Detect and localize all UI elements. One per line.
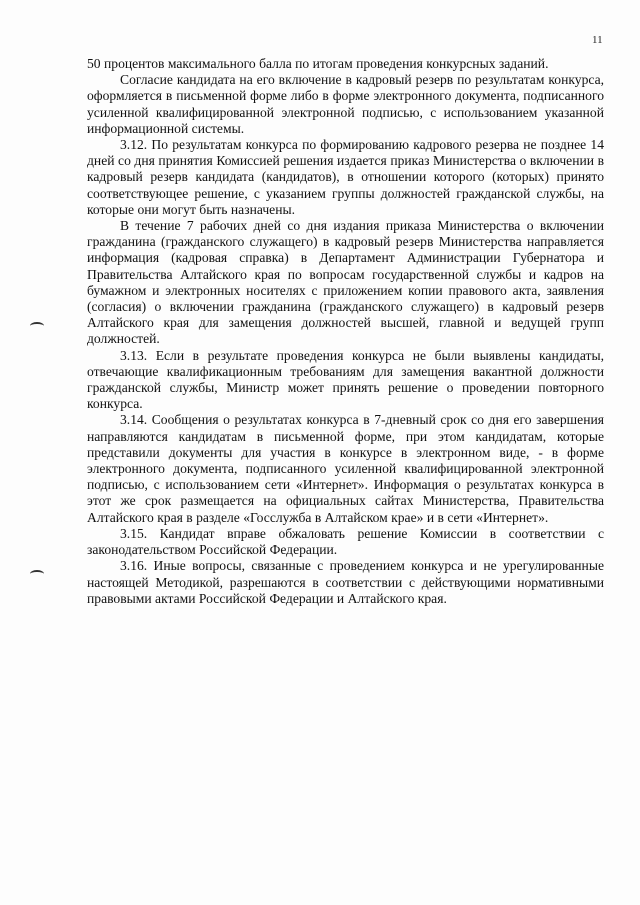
paragraph-notification: В течение 7 рабочих дней со дня издания приказа Министерства о включении гражданина (гражданского служащего) в кадровый резерв Министерства направляется информация (кадровая справка) в Департамент Администрации Губернатора и Правительства Алтайского края по вопросам государственной службы и кадров на бумажном и электронных носителях с приложением копии правового акта, заявления (согласия) о включении гражданина (гражданского служащего) в кадровый резерв Алтайского края для замещения должностей высшей, главной и ведущей групп должностей. — [87, 218, 604, 347]
paragraph-consent: Согласие кандидата на его включение в кадровый резерв по результатам конкурса, оформляется в письменной форме либо в форме электронного документа, подписанного усиленной квалифицированной электронной подписью, с использованием указанной информационной системы. — [87, 72, 604, 136]
hole-punch-mark — [30, 322, 44, 330]
paragraph-3-15: 3.15. Кандидат вправе обжаловать решение Комиссии в соответствии с законодательством Российской Федерации. — [87, 525, 604, 558]
hole-punch-mark — [30, 570, 44, 578]
paragraph-3-14: 3.14. Сообщения о результатах конкурса в 7-дневный срок со дня его завершения направляются кандидатам в письменной форме, при этом кандидатам, которые представили документы для участия в конкурсе в электронном виде, - в форме электронного документа, подписанного усиленной квалифицированной электронной подписью, с использованием сети «Интернет». Информация о результатах конкурса в этот же срок размещается на официальных сайтах Министерства, Правительства Алтайского края в разделе «Госслужба в Алтайском крае» и в сети «Интернет». — [87, 412, 604, 525]
page-number: 11 — [592, 34, 603, 46]
paragraph-continuation: 50 процентов максимального балла по итогам проведения конкурсных заданий. — [87, 56, 549, 71]
document-body — [87, 56, 604, 607]
paragraph-3-16: 3.16. Иные вопросы, связанные с проведением конкурса и не урегулированные настоящей Методикой, разрешаются в соответствии с действующими нормативными правовыми актами Российской Федерации и Алтайского края. — [87, 558, 604, 606]
paragraph-3-12: 3.12. По результатам конкурса по формированию кадрового резерва не позднее 14 дней со дня принятия Комиссией решения издается приказ Министерства о включении в кадровый резерв кандидата (кандидатов), в отношении которого (которых) принято соответствующее решение, с указанием группы должностей гражданской службы, на которые они могут быть назначены. — [87, 137, 604, 217]
paragraph-3-13: 3.13. Если в результате проведения конкурса не были выявлены кандидаты, отвечающие квалификационным требованиям для замещения вакантной должности гражданской службы, Министр может принять решение о проведении повторного конкурса. — [87, 347, 604, 412]
